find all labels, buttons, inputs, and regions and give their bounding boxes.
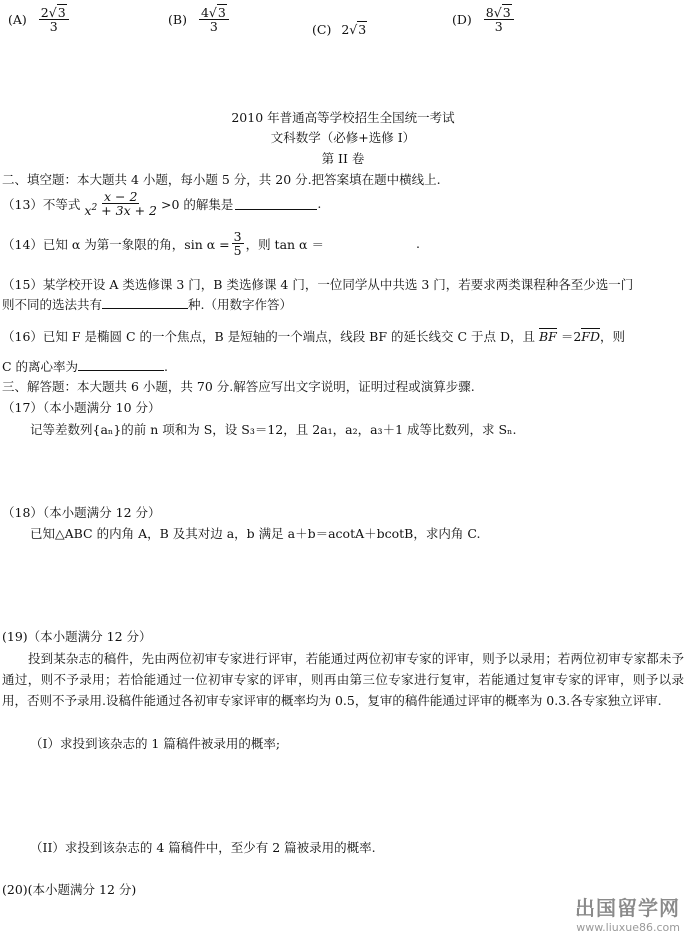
question-13 xyxy=(2,190,321,217)
option-a xyxy=(8,6,71,33)
option-a-label: (A) xyxy=(8,12,27,28)
option-c: (C) 2 √3 xyxy=(312,22,367,37)
q13-fraction xyxy=(82,190,159,217)
q20-heading: (20)(本小题满分 12 分) xyxy=(2,882,137,897)
q13-answer-blank[interactable] xyxy=(235,197,317,210)
q16-end: . xyxy=(164,359,169,374)
q13-den-x: x xyxy=(84,203,92,219)
q19-part-2: （II）求投到该杂志的 4 篇稿件中，至少有 2 篇被录用的概率. xyxy=(30,840,376,855)
option-d-den: 3 xyxy=(494,19,503,35)
q16-answer-blank[interactable] xyxy=(78,358,164,371)
q18-heading: （18）（本小题满分 12 分） xyxy=(2,505,161,520)
q16-equals: ＝2 xyxy=(556,329,582,344)
q13-denominator xyxy=(82,204,159,217)
q16-vector-bf: BF xyxy=(539,329,557,344)
q16-then: ，则 xyxy=(600,329,626,344)
volume-title: 第 II 卷 xyxy=(321,151,365,166)
q14-numerator: 3 xyxy=(233,229,242,244)
q14-suffix: ，则 tan α ＝ xyxy=(245,236,324,252)
option-d-coef: 8 xyxy=(485,5,494,20)
q15-prefix: 则不同的选法共有 xyxy=(2,297,103,312)
watermark-site-name: 出国留学网 xyxy=(575,896,680,920)
option-b-radicand: 3 xyxy=(217,5,226,20)
q16-prefix-2: C 的离心率为 xyxy=(2,359,79,374)
q15-suffix: 种.（用数字作答） xyxy=(188,297,292,312)
option-a-coef: 2 xyxy=(40,5,49,20)
option-a-den: 3 xyxy=(49,19,58,35)
option-b-label: (B) xyxy=(168,12,187,28)
q13-prefix: （13）不等式 xyxy=(2,196,81,212)
option-c-coef: 2 xyxy=(341,22,350,37)
question-16-line-1 xyxy=(2,327,625,345)
q13-numerator: x − 2 xyxy=(103,189,138,204)
q14-end: . xyxy=(415,236,420,252)
q16-text: （16）已知 F 是椭圆 C 的一个焦点，B 是短轴的一个端点，线段 BF 的延长线交 C 于点 D，且 xyxy=(2,329,536,344)
q17-heading: （17）（本小题满分 10 分） xyxy=(2,400,161,415)
option-d-radicand: 3 xyxy=(502,5,511,20)
q19-heading: (19)（本小题满分 12 分） xyxy=(2,629,152,644)
option-b-den: 3 xyxy=(209,19,218,35)
option-a-fraction: $\frac{2√3}{3}$ xyxy=(39,6,69,33)
option-b-fraction: $\frac{4√3}{3}$ xyxy=(199,6,229,33)
q13-den-exp: 2 xyxy=(91,203,98,214)
question-16-line-2 xyxy=(2,357,168,375)
q13-den-rest: + 3x + 2 xyxy=(97,203,157,219)
q17-body: 记等差数列{aₙ}的前 n 项和为 S，设 S₃＝12，且 2a₁，a₂，a₃＋1 成等比数列，求 Sₙ. xyxy=(30,422,517,437)
option-d-label: (D) xyxy=(452,12,472,28)
section-2-heading: 二、填空题：本大题共 4 小题，每小题 5 分，共 20 分.把答案填在题中横线上. xyxy=(2,172,441,187)
exam-subtitle: 文科数学（必修+选修 I） xyxy=(270,130,416,145)
watermark xyxy=(575,892,680,934)
question-15-line-1: （15）某学校开设 A 类选修课 3 门，B 类选修课 4 门，一位同学从中共选 3 门，若要求两类课程种各至少选一门 xyxy=(2,277,634,292)
option-d xyxy=(452,6,516,33)
option-b xyxy=(168,6,231,33)
exam-title: 2010 年普通高等学校招生全国统一考试 xyxy=(231,110,455,125)
option-d-fraction: $\frac{8√3}{3}$ xyxy=(484,6,514,33)
q18-body: 已知△ABC 的内角 A，B 及其对边 a，b 满足 a＋b＝acotA＋bcotB，求内角 C. xyxy=(30,526,481,541)
option-c-label: (C) xyxy=(312,22,332,37)
question-15-line-2 xyxy=(2,295,292,313)
q16-vector-fd: FD xyxy=(581,329,600,344)
q15-answer-blank[interactable] xyxy=(102,296,188,309)
q13-suffix: >0 的解集是 xyxy=(161,196,234,212)
q13-end: . xyxy=(317,196,322,212)
q19-part-1: （I）求投到该杂志的 1 篇稿件被录用的概率; xyxy=(30,736,281,751)
option-a-radicand: 3 xyxy=(57,5,66,20)
q19-body: 投到某杂志的稿件，先由两位初审专家进行评审，若能通过两位初审专家的评审，则予以录用；若两位初审专家都未予通过，则不予录用；若恰能通过一位初审专家的评审，则再由第三位专家进行复审，若能通过复审专家的评审，则予以录用，否则不予录用.设稿件能通过各初审专家评审的概率均为 0.5，复审的稿件能通过评审的概率为 0.3.各专家独立评审. xyxy=(2,651,684,708)
question-14 xyxy=(2,230,420,257)
q14-prefix: （14）已知 α 为第一象限的角，sin α = xyxy=(2,236,230,252)
q14-fraction xyxy=(232,230,244,257)
watermark-url: www.liuxue86.com xyxy=(576,921,680,934)
section-3-heading: 三、解答题：本大题共 6 小题，共 70 分.解答应写出文字说明，证明过程或演算步骤. xyxy=(2,379,475,394)
option-b-coef: 4 xyxy=(200,5,209,20)
q14-denominator: 5 xyxy=(233,243,242,259)
option-c-radicand: 3 xyxy=(358,22,367,37)
